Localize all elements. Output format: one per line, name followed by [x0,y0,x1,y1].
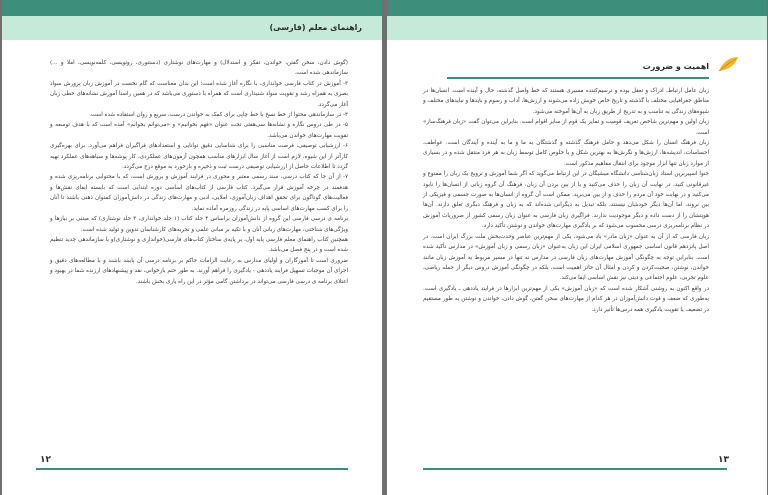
left-header-box [2,16,382,40]
paragraph: ۳- آموزش در کتاب فارسی خوانداری، با نگاره آغاز شده است؛ این بدان معناست که گام نخست در آموزش زبان پرورش سواد بصری به همراه رشد و تقویت سواد شنیداری است که همراه با دستوری می‌باشد که در همین راستا آموزش نشانه‌های خطی زبان آغاز می‌گردد. [50,80,348,108]
paragraph: (گوش دادن، سخن گفتن، خواندن، تفکر و استدلال) و مهارت‌های نوشتاری (دستنوری، روتویسی، کلمه‌نویسی، املا و ...) سازماندهی شده است. [50,60,348,77]
paragraph: همچنین کتاب راهنمای معلم فارسی پایه اول، بر پایه‌ی ساختار کتاب‌های فارسی(خوانداری و نوشتاری)و با سازماندهی جدید تنظیم شده است و در پنج فصل می‌باشد. [50,236,348,254]
paragraph: ۶- ارزشیابی توصیفی، فرصت مناسبی را برای شناسایی دقیق توانایی و استعدادهای فراگیران فراهم می‌آورد. برای بهره‌گیری کارآتر از این شیوه، لازم است از آغاز سال ابزارهای مناسب همچون آزمون‌های عملکردی، کار پوشه‌ها و سیاهه‌های عملکرد تهیه گردد تا اطلاعات حاصل از ارزشیابی توصیفی درست ثبت و ذخیره و بازخورد به موقع درج می‌گردد. [50,143,348,171]
left-body-text [50,58,348,287]
paragraph: ضروری است تا آموزگاران و اولیای مدارس به رعایت الزامات حاکم بر برنامه درسی آن پایبند باشند و با مطالعه‌های دقیق و اجرای آن موجبات تسهیل فرایند یاددهی - یادگیری را فراهم آورند. به طور حتم بازخوانی، نقد و پیشنهادهای ارزنده شما در بهبود و اعتلای برنامه ی درسی فارسی می‌تواند در برداشتن گامی مؤثر در این راه یاری‌ بخش باشند. [50,257,348,285]
right-page [387,0,767,495]
left-page [2,0,382,495]
left-footer-line [36,468,348,470]
title-rule [447,77,709,79]
right-body-text [423,86,709,315]
header-title: راهنمای معلم (فارسی) [269,23,362,32]
section-title: اهمیت و ضرورت [642,62,709,71]
right-page-number: ۱۳ [718,455,729,465]
right-footer-line [423,468,727,470]
left-top-bar [2,0,382,16]
paragraph: ۵- در طی دروس نگاره و نشانه‌ها سی‌هفتی تحت عنوان «فهم بخوانیم» و «می‌توانم بخوانم» آمده است که با هدف توسعه و تقویت مهارت‌های خواندن می‌باشد. [50,122,348,139]
paragraph: برنامه ی درسی فارسی این گروه از دانش‌آموزان براساس ۴ جلد کتاب (۱ جلد خوانداری، ۳ جلد نوشتاری) که مبتنی بر نیازها و ویژگی‌های شناختی، مهارت‌های زبانی آنان و با تکیه بر مبانی علمی و تجربه‌های کارشناسان تدوین و تولید شده است. [50,216,349,233]
paragraph: زبان فارسی که از آن به عنوان «زبان مادر» یاد می‌شود، یکی از مهم‌ترین عناصر وحدت‌بخش ملت بزرگ ایران است. در اصل پانزدهم قانون اساسی جمهوری اسلامی ایران این زبان به‌عنوان «زبان رسمی و زبان آموزش» در مدارس تأکید شده است. بنابراین توجه به چگونگی آموزش مهارت‌های زبان فارسی در مدارس نه تنها در مسیر مربوط به آموزش زبان مانند خواندن، نوشتن، صحبت‌کردن و کردن و امثال آن حائز اهمیت است، بلکه در چگونگی آموزش دروس دیگر از جمله ریاضی، علوم تجربی، علوم اجتماعی و دینی نیز نقش اساسی ایفا می‌کند. [423,233,709,282]
left-page-number: ۱۲ [40,455,51,465]
paragraph: زبان عامل ارتباط، ادراک و تعقل بوده و ترسیم‌کننده مسیری هستند که خط واصل گذشته، حال و آینده است. انسان‌ها در مناطق جغرافیایی مختلف با گذشته و تاریخ خاص خویش زاده می‌شوند و ارزش‌ها، آداب و رسوم و بایدها و نبایدهای مختلف و شیوه‌های زندگی به تناسب و به تدریج از طریق زبان به آن‌ها آموخته می‌شود. [423,88,709,115]
paragraph: زبان اولین و مهم‌ترین شاخص تعریف قومیت و تمایز یک قوم از سایر اقوام است. بنابراین می‌توان گفت «زبان فرهنگ‌ساز» است. [423,119,709,136]
paragraph: در واقع اکنون به روشنی آشکار شده است که «زبان آموزش» یکی از مهم‌ترین ابزارها در فرایند یاددهی ـ یادگیری است. به‌طوری که ضعف و قوت دانش‌آموزان در هر کدام از مهارت‌های سخن گفتن، گوش دادن، خواندن و نوشتن به طور مستقیم در تضعیف یا تقویت یادگیری همه درس‌ها تأثیر دارد. [423,285,709,313]
right-top-bar [387,0,767,16]
paragraph: زبان فرهنگ انسان را شکل می‌دهد و حامل فرهنگ گذشته و گذشتگان به ما و ما به آینده و آیندگان است. عواطف، احساسات، اندیشه‌ها، ارزش‌ها و نگرش‌ها به بهترین شکل و با خلوص کامل توسط زبان به هر فرد منتقل شده و در بسیاری از موارد زبان تنها ابزار موجود برای انتقال مفاهیم مذکور است. [423,140,709,167]
right-header-box [387,16,767,40]
paragraph: ۴- در سازماندهی محتوا از خط نسخ با خط چاپی برای کمک به خواندن درست، سریع و روان استفاده شده است. [89,112,348,119]
paragraph: ۷- از آن جا که کتاب درسی، سند رسمی معتبر و محوری در فرایند آموزش و پرورش است، که با محتوایی برنامه‌ریزی شده و هدفمند در چرخه آموزش قرار می‌گیرد. کتاب فارسی از کتاب‌های اساسی دوره ابتدایی است که بایسته ایفای نقش‌ها و فعالیت‌های گوناگون برای تحقق اهداف زبان‌آموزی، املایی، ادبی و مهارت‌های زندگی در دانش‌آموزان کمتوان ذهنی باشند تا آنان را برای کسب مهارت‌های اساسی پایه در زندگی روزمره آماده نماید. [50,174,348,212]
paragraph: جنوا اسپیربرین استاد زبان‌شناسی دانشگاه میشیگان در این ارتباط می‌گوید که اگر شما آموزش و ترویج یک زبان را ممنوع و غیرقانونی کنید، در نهایت آن زبان را حذف می‌کنید و یا از بین بردن آن زبان، فرهنگ آن گروه زبانی از انسان‌ها را نابود می‌کنید و در نهایت خود آن مردم را حذف و از بین می‌برید. ممکن است آن گروه از انسان‌ها به صورت جسمی و فیزیکی از بین نروند، اما آن‌ها دیگر خودشان نیستند، بلکه تبدیل به دیگرانی شده‌اند که به زبان و فرهنگ دیگری تعلق دارند. آن‌ها هویتشان را از دست داده و دیگر موجودیت ندارند. فراگیری زبان فارسی به عنوان زبان رسمی کشور از ضروریات آموزش در نظام برنامه‌ریزی درسی محسوب می‌شود که بر یادگیری مهارت‌های خواندن و نوشتن تأکید دارد. [423,171,709,230]
leaf-icon [717,55,739,73]
